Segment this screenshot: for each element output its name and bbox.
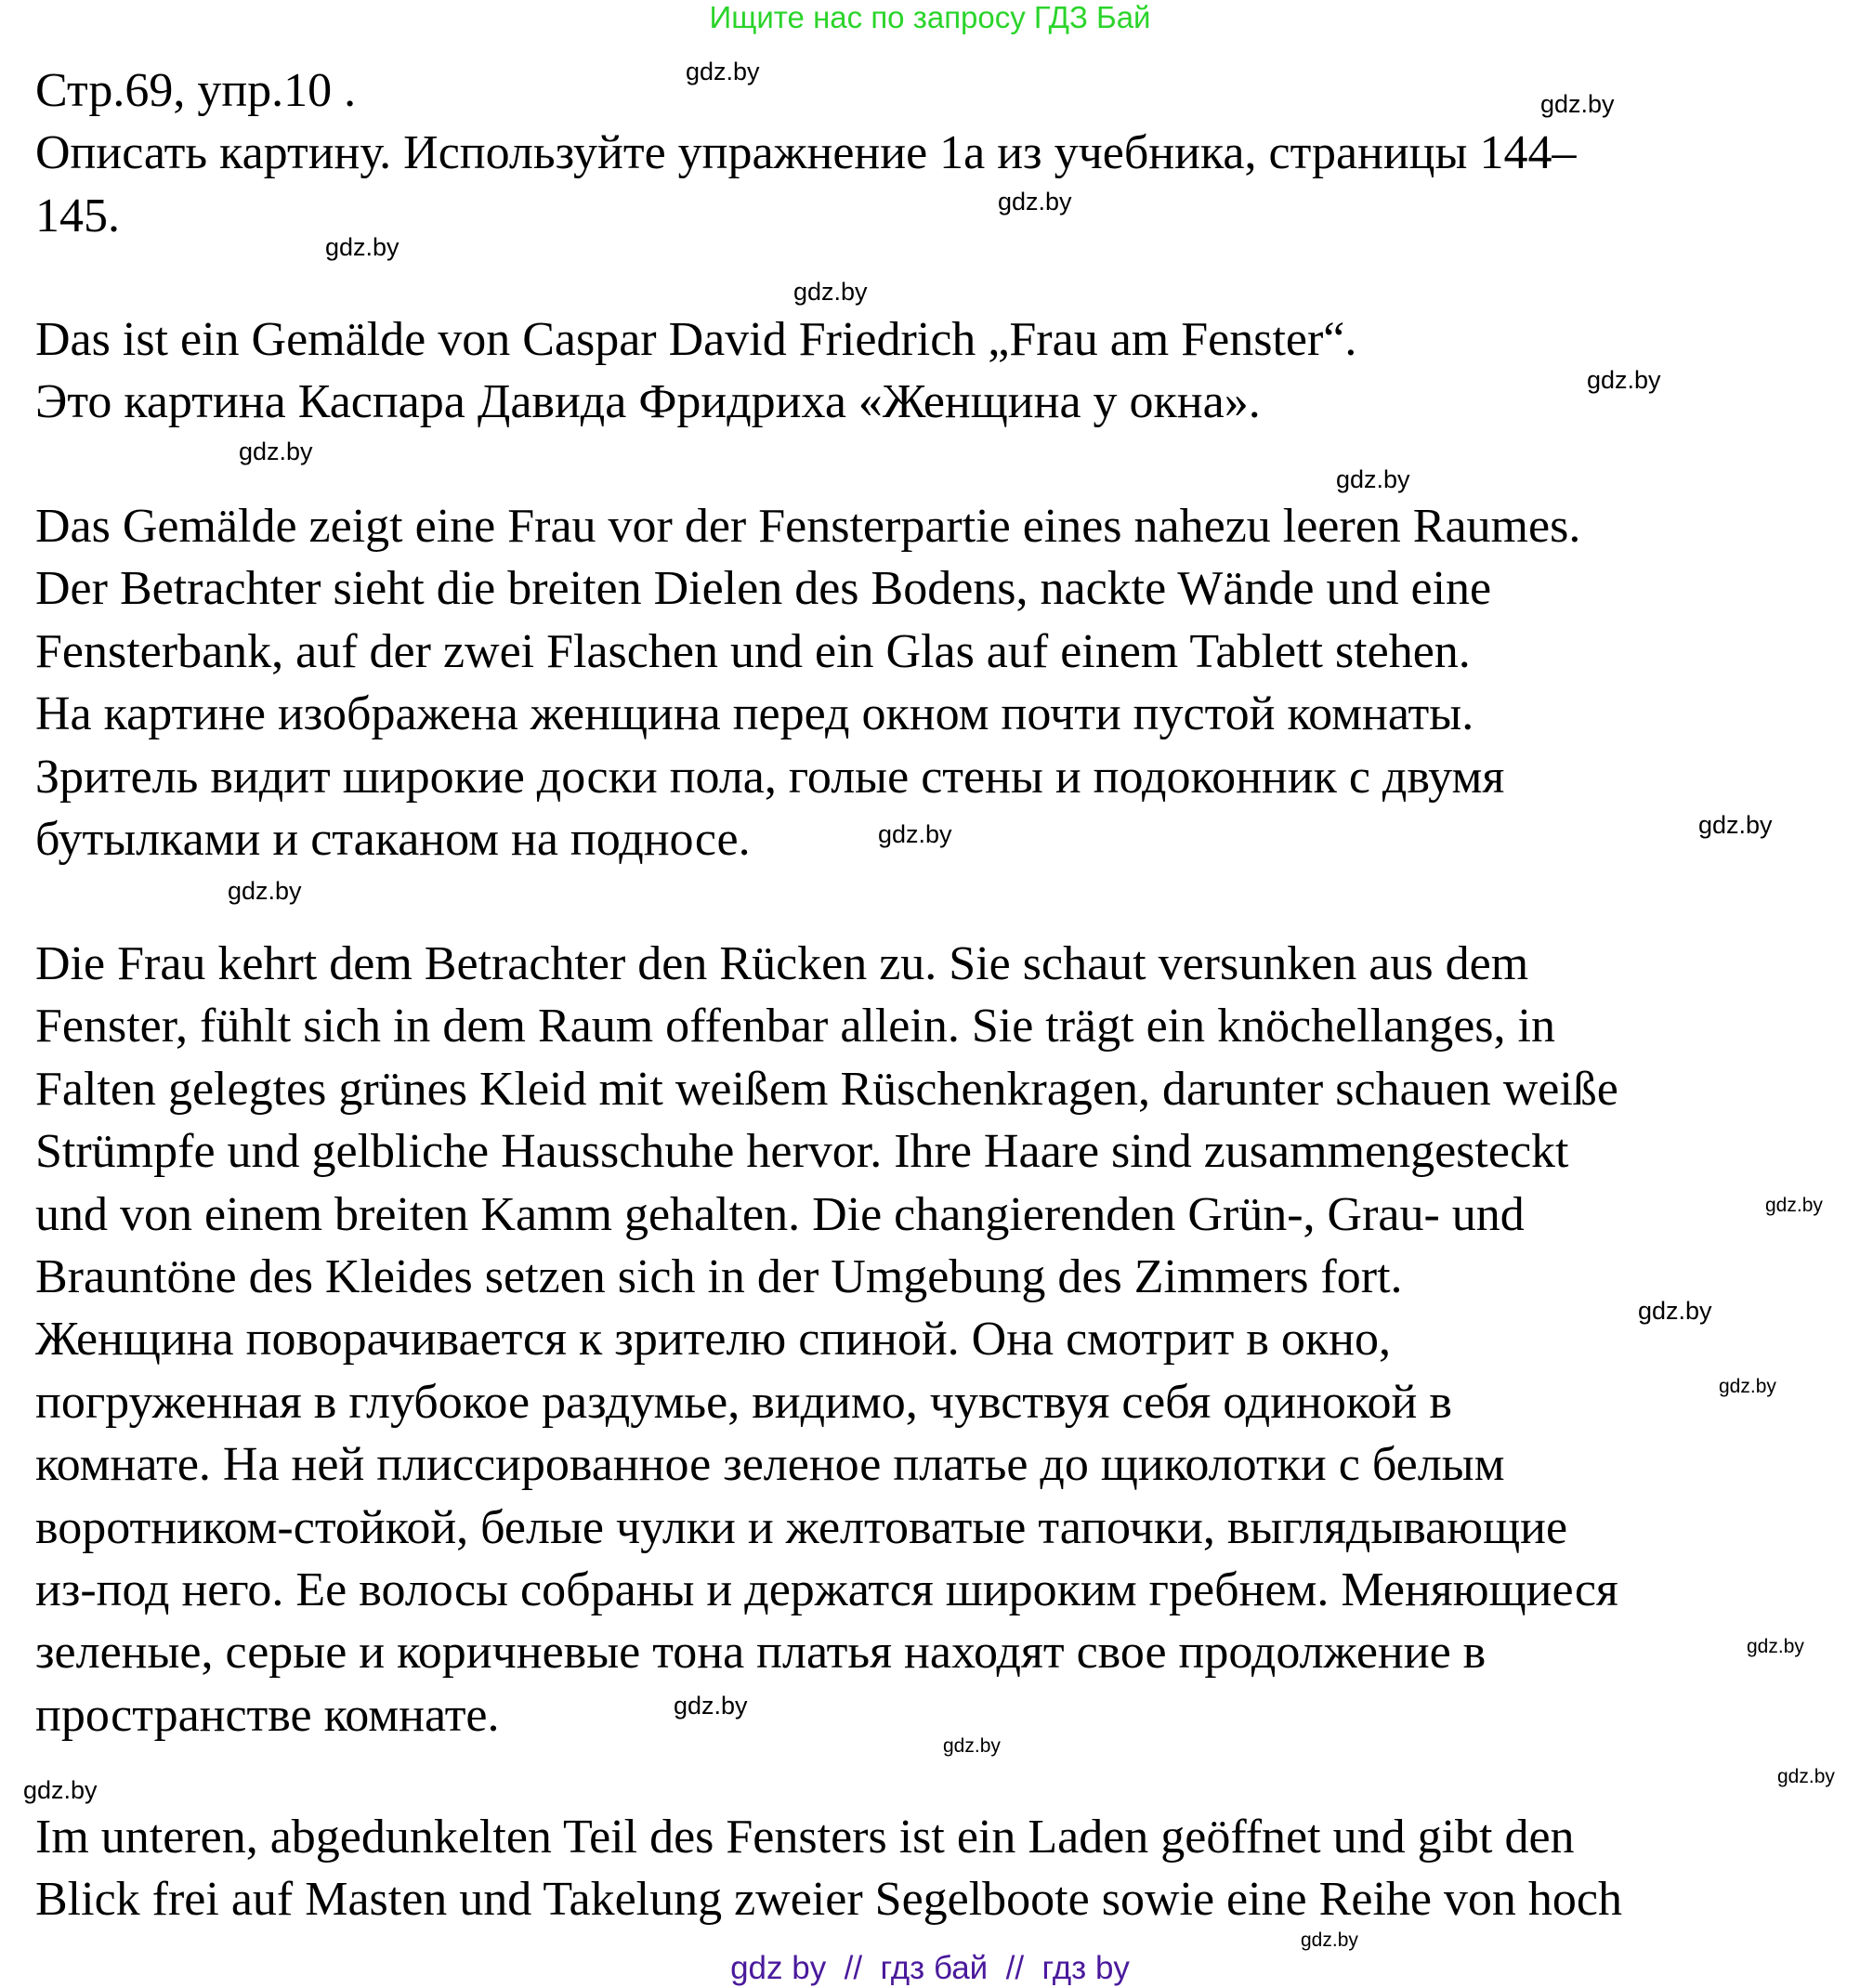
- text-line: Falten gelegtes grünes Kleid mit weißem Rüschenkragen, darunter schauen weiße: [35, 1062, 1618, 1116]
- watermark-text: gdz.by: [878, 820, 952, 848]
- text-line: Strümpfe und gelbliche Hausschuhe hervor. Ihre Haare sind zusammengesteckt: [35, 1125, 1569, 1179]
- watermark-text: gdz.by: [1301, 1929, 1358, 1951]
- watermark-text: gdz.by: [1777, 1766, 1835, 1787]
- text-line: 145.: [35, 189, 120, 242]
- text-line: из-под него. Ее волосы собраны и держатся широким гребнем. Меняющиеся: [35, 1563, 1618, 1616]
- text-line: Это картина Каспара Давида Фридриха «Женщина у окна».: [35, 375, 1261, 429]
- text-line: Fenster, fühlt sich in dem Raum offenbar allein. Sie trägt ein knöchellanges, in: [35, 1000, 1555, 1053]
- text-line: комнате. На ней плиссированное зеленое платье до щиколотки с белым: [35, 1438, 1505, 1492]
- text-line: Der Betrachter sieht die breiten Dielen des Bodens, nackte Wände und eine: [35, 562, 1492, 616]
- watermark-text: gdz.by: [1587, 366, 1661, 394]
- text-line: Brauntöne des Kleides setzen sich in der Umgebung des Zimmers fort.: [35, 1250, 1403, 1303]
- text-line: Das Gemälde zeigt eine Frau vor der Fensterpartie eines nahezu leeren Raumes.: [35, 500, 1581, 553]
- watermark-text: gdz.by: [793, 278, 868, 306]
- text-line: und von einem breiten Kamm gehalten. Die changierenden Grün-, Grau- und: [35, 1187, 1525, 1241]
- watermark-text: gdz.by: [1540, 90, 1615, 118]
- search-hint-banner: Ищите нас по запросу ГДЗ Бай: [709, 0, 1151, 34]
- text-line: Blick frei auf Masten und Takelung zweier Segelboote sowie eine Reihe von hoch: [35, 1873, 1623, 1927]
- text-line: Das ist ein Gemälde von Caspar David Friedrich „Frau am Fenster“.: [35, 313, 1357, 366]
- text-line: Описать картину. Используйте упражнение 1а из учебника, страницы 144–: [35, 126, 1577, 180]
- watermark-text: gdz.by: [23, 1776, 98, 1804]
- text-line: Fensterbank, auf der zwei Flaschen und ein Glas auf einem Tablett stehen.: [35, 624, 1471, 678]
- watermark-text: gdz.by: [674, 1692, 748, 1720]
- watermark-text: gdz.by: [325, 233, 400, 261]
- footer-watermark: gdz by // гдз бай // гдз by: [730, 1950, 1130, 1986]
- text-line: Im unteren, abgedunkelten Teil des Fensters ist ein Laden geöffnet und gibt den: [35, 1811, 1575, 1864]
- watermark-text: gdz.by: [1747, 1636, 1804, 1657]
- watermark-text: gdz.by: [1698, 811, 1773, 839]
- watermark-text: gdz.by: [1336, 465, 1410, 493]
- text-line: На картине изображена женщина перед окном почти пустой комнаты.: [35, 687, 1474, 741]
- watermark-text: gdz.by: [998, 188, 1072, 216]
- watermark-text: gdz.by: [1638, 1297, 1712, 1325]
- text-line: пространстве комнате.: [35, 1688, 500, 1742]
- text-line: Die Frau kehrt dem Betrachter den Rücken zu. Sie schaut versunken aus dem: [35, 937, 1529, 990]
- watermark-text: gdz.by: [686, 58, 760, 85]
- watermark-text: gdz.by: [239, 438, 313, 465]
- watermark-text: gdz.by: [228, 877, 302, 905]
- text-line: бутылками и стаканом на подносе.: [35, 813, 751, 866]
- text-line: погруженная в глубокое раздумье, видимо, чувствуя себя одинокой в: [35, 1375, 1452, 1429]
- watermark-text: gdz.by: [943, 1735, 1001, 1757]
- watermark-text: gdz.by: [1719, 1376, 1776, 1397]
- text-line: зеленые, серые и коричневые тона платья находят свое продолжение в: [35, 1626, 1487, 1680]
- text-line: Зритель видит широкие доски пола, голые стены и подоконник с двумя: [35, 750, 1505, 804]
- exercise-title: Стр.69, упр.10 .: [35, 64, 357, 117]
- text-line: Женщина поворачивается к зрителю спиной. Она смотрит в окно,: [35, 1313, 1391, 1367]
- text-line: воротником-стойкой, белые чулки и желтоватые тапочки, выглядывающие: [35, 1500, 1568, 1554]
- watermark-text: gdz.by: [1765, 1195, 1823, 1216]
